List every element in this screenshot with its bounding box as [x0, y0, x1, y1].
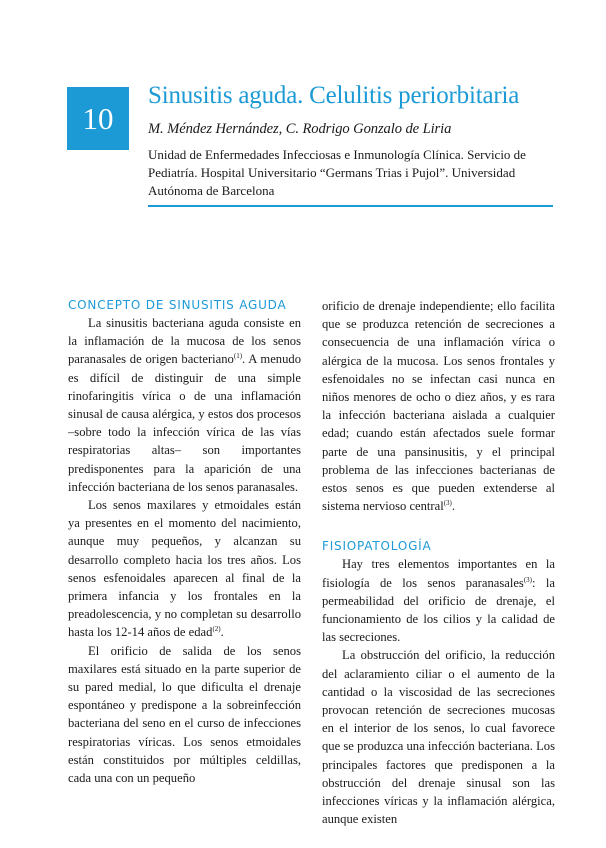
- citation: (3): [443, 499, 452, 508]
- citation: (3): [523, 575, 532, 584]
- paragraph: Hay tres elementos importantes en la fisiología de los senos paranasales$^{(3)}$: la permeabilidad del orificio de drenaje, el funcionamiento de los cilios y la calidad de las secreciones.: [322, 557, 555, 645]
- paragraph: La sinusitis bacteriana aguda consiste en la inflamación de la mucosa de los senos paranasales de origen bacteriano$^{(1)}$. A menudo es difícil de distinguir de una simple rinofaringitis vírica o de una inflamación sinusal de causa alérgica, y estos dos procesos –sobre todo la infección vírica de las vías respiratorias altas– son importantes predisponentes para la aparición de una infección bacteriana de los senos paranasales.: [68, 316, 301, 494]
- citation: (1): [233, 352, 243, 361]
- left-column: [68, 297, 301, 787]
- chapter-number-box: [67, 87, 129, 150]
- citation: (2): [212, 625, 221, 634]
- chapter-number: 10: [82, 100, 114, 136]
- affiliation: Unidad de Enfermedades Infecciosas e Inmunología Clínica. Servicio de Pediatría. Hospital Universitario “Germans Trias i Pujol”. Universidad Autónoma de Barcelona: [148, 147, 526, 198]
- chapter-title: Sinusitis aguda. Celulitis periorbitaria: [148, 82, 520, 109]
- paragraph: La obstrucción del orificio, la reducción del aclaramiento ciliar o el aumento de la cantidad o la viscosidad de las secreciones provocan retención de secreciones mucosas en el interior de los senos, lo cual favorece que se produzca una infección bacteriana. Los principales factores que predisponen a la obstrucción del drenaje sinusal son las infecciones víricas y la inflamación alérgica, aunque existen: [322, 648, 555, 827]
- paragraph: orificio de drenaje independiente; ello facilita que se produzca retención de secreciones a consecuencia de una inflamación vírica o alérgica de la mucosa. Los senos frontales y esfenoidales no se infectan casi nunca en niños menores de ocho o diez años, y es rara la infección bacteriana aislada a cualquier edad; cuando están afectados suele formar parte de una pansinusitis, y el principal problema de las infecciones bacterianas de estos senos es que pueden extenderse al sistema nervioso central$^{(3)}$.: [322, 299, 555, 514]
- section-heading-concepto: CONCEPTO DE SINUSITIS AGUDA: [68, 298, 287, 312]
- authors: M. Méndez Hernández, C. Rodrigo Gonzalo de Liria: [148, 121, 452, 137]
- paragraph: Los senos maxilares y etmoidales están ya presentes en el momento del nacimiento, aunque muy pequeños, y alcanzan su desarrollo completo hacia los tres años. Los senos esfenoidales aparecen al final de la primera infancia y los frontales en la preadolescencia, y no completan su desarrollo hasta los 12-14 años de edad$^{(2)}$.: [68, 498, 301, 640]
- paragraph: El orificio de salida de los senos maxilares está situado en la parte superior de su pared medial, lo que dificulta el drenaje espontáneo y predispone a la sobreinfección bacteriana del seno en el curso de infecciones respiratorias víricas. Los senos etmoidales están constituidos por múltiples celdillas, cada una con un pequeño: [68, 643, 301, 786]
- section-heading-fisiopatologia: FISIOPATOLOGÍA: [322, 539, 432, 554]
- title-divider: [148, 205, 553, 207]
- right-column: [322, 297, 555, 828]
